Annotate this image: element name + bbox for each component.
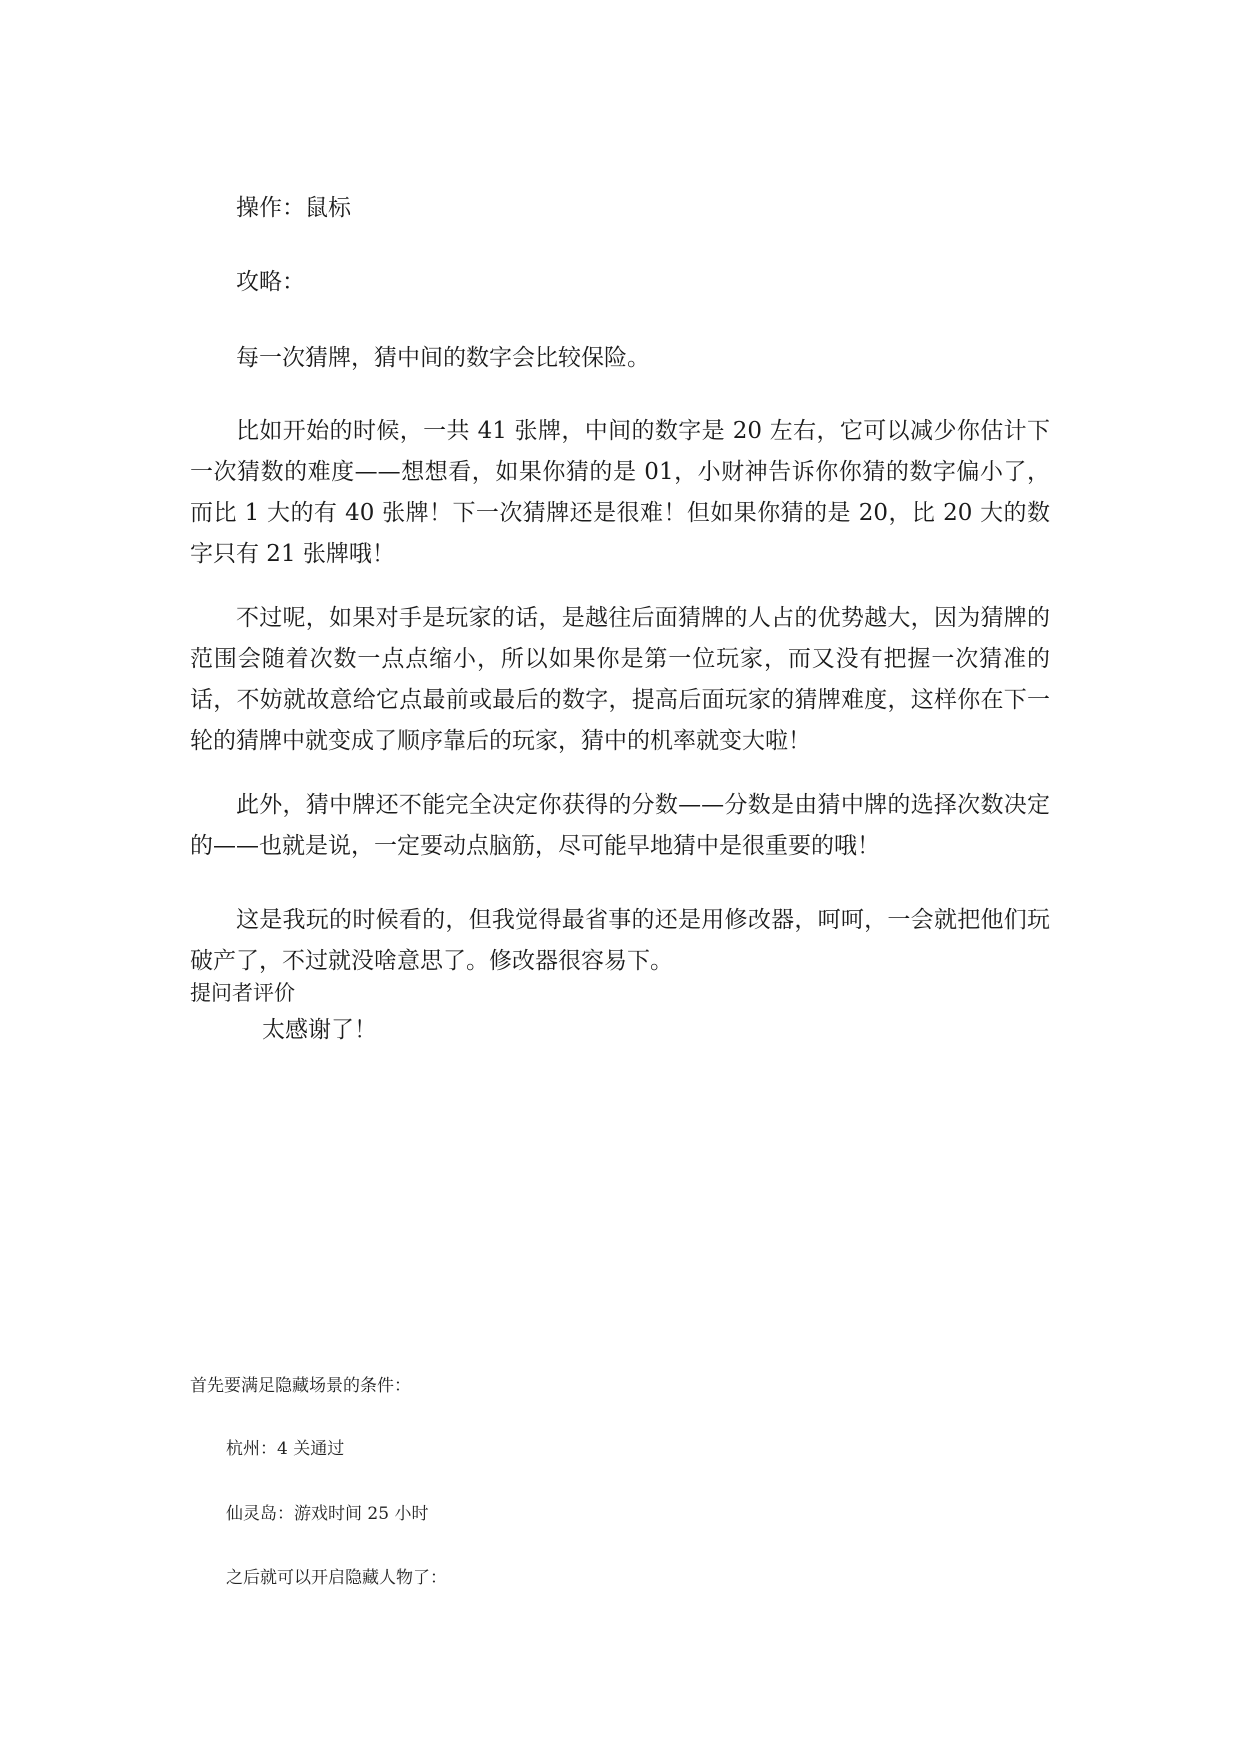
condition-hangzhou: 杭州：4 关通过 (226, 1439, 345, 1459)
hidden-character-outro: 之后就可以开启隐藏人物了： (226, 1568, 447, 1588)
operation-line: 操作：鼠标 (236, 195, 351, 221)
condition-xianlingdao: 仙灵岛：游戏时间 25 小时 (226, 1504, 429, 1524)
hidden-scene-intro: 首先要满足隐藏场景的条件： (190, 1376, 411, 1396)
paragraph-5: 这是我玩的时候看的，但我觉得最省事的还是用修改器，呵呵，一会就把他们玩破产了，不过就没啥意思了。修改器很容易下。 (190, 907, 1050, 974)
strategy-label: 攻略： (236, 269, 305, 295)
evaluation-label: 提问者评价 (190, 981, 295, 1005)
paragraph-4: 此外，猜中牌还不能完全决定你获得的分数——分数是由猜中牌的选择次数决定的——也就是说，一定要动点脑筋，尽可能早地猜中是很重要的哦！ (190, 792, 1050, 859)
evaluation-comment: 太感谢了！ (262, 1017, 377, 1043)
paragraph-1: 每一次猜牌，猜中间的数字会比较保险。 (236, 345, 650, 371)
paragraph-3: 不过呢，如果对手是玩家的话，是越往后面猜牌的人占的优势越大，因为猜牌的范围会随着次数一点点缩小，所以如果你是第一位玩家，而又没有把握一次猜准的话，不妨就故意给它点最前或最后的数字，提高后面玩家的猜牌难度，这样你在下一轮的猜牌中就变成了顺序靠后的玩家，猜中的机率就变大啦！ (190, 605, 1050, 754)
paragraph-2: 比如开始的时候，一共 41 张牌，中间的数字是 20 左右，它可以减少你估计下一次猜数的难度——想想看，如果你猜的是 01，小财神告诉你你猜的数字偏小了，而比 1 大的有 40 张牌！下一次猜牌还是很难！但如果你猜的是 20，比 20 大的数字只有 21 张牌哦！ (190, 418, 1050, 567)
